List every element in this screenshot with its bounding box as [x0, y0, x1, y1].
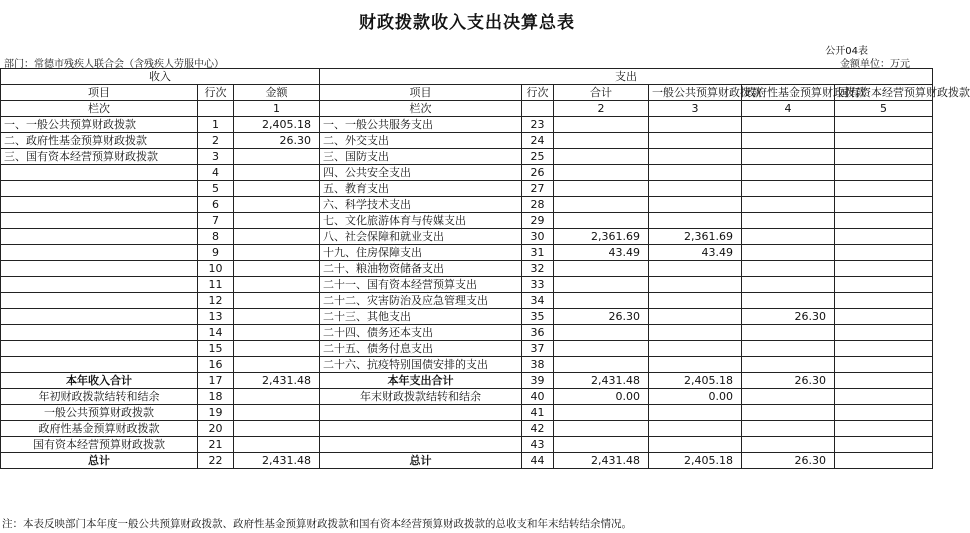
income-total-amount: 2,431.48 [234, 373, 320, 389]
general-budget-amount [649, 133, 742, 149]
column-index-blank [198, 101, 234, 117]
fund-budget-amount [742, 357, 835, 373]
carryover-expense-line-no: 43 [522, 437, 554, 453]
income-item: 二、政府性基金预算财政拨款 [1, 133, 198, 149]
income-line-no: 1 [198, 117, 234, 133]
total-amount [554, 341, 649, 357]
table-row [1, 197, 933, 213]
column-index-4: 4 [742, 101, 835, 117]
total-amount [554, 181, 649, 197]
carryover-total [554, 405, 649, 421]
fund-budget-amount [742, 261, 835, 277]
income-item [1, 309, 198, 325]
fund-budget-amount [742, 213, 835, 229]
expense-item: 二十四、债务还本支出 [320, 325, 522, 341]
department-label: 部门：常德市残疾人联合会（含残疾人劳服中心） [4, 59, 224, 70]
total-amount [554, 197, 649, 213]
general-budget-amount [649, 277, 742, 293]
table-row [1, 245, 933, 261]
table-row [1, 325, 933, 341]
carryover-income-amount [234, 405, 320, 421]
carryover-income-item: 国有资本经营预算财政拨款 [1, 437, 198, 453]
table-row [1, 421, 933, 437]
income-line-no: 2 [198, 133, 234, 149]
expense-line-no: 36 [522, 325, 554, 341]
report-title: 财政拨款收入支出决算总表 [359, 13, 575, 33]
carryover-expense-line-no: 41 [522, 405, 554, 421]
grand-total-fund: 26.30 [742, 453, 835, 469]
income-line-no: 4 [198, 165, 234, 181]
expense-line-no: 28 [522, 197, 554, 213]
carryover-general: 0.00 [649, 389, 742, 405]
income-line-no: 14 [198, 325, 234, 341]
expense-line-no: 23 [522, 117, 554, 133]
expense-line-no: 37 [522, 341, 554, 357]
income-line-no: 7 [198, 213, 234, 229]
general-budget-amount [649, 181, 742, 197]
capital-budget-amount [835, 229, 933, 245]
income-item [1, 181, 198, 197]
grand-total-income-label: 总计 [1, 453, 198, 469]
general-budget-amount: 2,361.69 [649, 229, 742, 245]
column-index-label-2: 栏次 [320, 101, 522, 117]
capital-budget-amount [835, 197, 933, 213]
carryover-total [554, 437, 649, 453]
carryover-expense-item [320, 437, 522, 453]
expense-item: 二十三、其他支出 [320, 309, 522, 325]
carryover-expense-item: 年末财政拨款结转和结余 [320, 389, 522, 405]
income-item: 一、一般公共预算财政拨款 [1, 117, 198, 133]
fund-budget-amount [742, 245, 835, 261]
income-line-no: 16 [198, 357, 234, 373]
fund-budget-amount [742, 181, 835, 197]
expense-line-no: 31 [522, 245, 554, 261]
grand-total-income-amount: 2,431.48 [234, 453, 320, 469]
column-index-1: 1 [234, 101, 320, 117]
income-item [1, 341, 198, 357]
fund-budget-amount [742, 277, 835, 293]
capital-budget-amount [835, 133, 933, 149]
column-index-blank [522, 101, 554, 117]
fund-budget-amount [742, 149, 835, 165]
expense-item: 十九、住房保障支出 [320, 245, 522, 261]
table-row [1, 405, 933, 421]
grand-total-income-line-no: 22 [198, 453, 234, 469]
income-item [1, 261, 198, 277]
income-line-no: 13 [198, 309, 234, 325]
budget-summary-table [0, 68, 970, 469]
income-line-no: 9 [198, 245, 234, 261]
capital-budget-amount [835, 181, 933, 197]
carryover-income-line-no: 20 [198, 421, 234, 437]
table-row [1, 389, 933, 405]
column-index-2: 2 [554, 101, 649, 117]
expense-line-no: 30 [522, 229, 554, 245]
expense-total-amount: 2,431.48 [554, 373, 649, 389]
carryover-capital [835, 389, 933, 405]
income-line-no: 6 [198, 197, 234, 213]
capital-budget-amount [835, 117, 933, 133]
general-budget-amount [649, 357, 742, 373]
income-item: 三、国有资本经营预算财政拨款 [1, 149, 198, 165]
income-amount [234, 197, 320, 213]
general-budget-header: 一般公共预算财政拨款 [649, 85, 742, 101]
income-amount [234, 149, 320, 165]
income-item [1, 357, 198, 373]
general-budget-amount: 43.49 [649, 245, 742, 261]
income-amount-header: 金额 [234, 85, 320, 101]
carryover-total [554, 421, 649, 437]
expense-line-no: 32 [522, 261, 554, 277]
carryover-total: 0.00 [554, 389, 649, 405]
income-item [1, 325, 198, 341]
total-amount [554, 325, 649, 341]
total-amount: 43.49 [554, 245, 649, 261]
table-row [1, 309, 933, 325]
expense-line-no: 38 [522, 357, 554, 373]
expense-total-label: 本年支出合计 [320, 373, 522, 389]
table-row [1, 261, 933, 277]
expense-item: 二十六、抗疫特别国债安排的支出 [320, 357, 522, 373]
expense-total-fund: 26.30 [742, 373, 835, 389]
total-amount [554, 165, 649, 181]
income-line-no: 10 [198, 261, 234, 277]
carryover-expense-item [320, 421, 522, 437]
table-row [1, 293, 933, 309]
fund-budget-amount [742, 293, 835, 309]
expense-item: 一、一般公共服务支出 [320, 117, 522, 133]
carryover-income-amount [234, 437, 320, 453]
table-row [1, 229, 933, 245]
capital-budget-amount [835, 261, 933, 277]
total-amount [554, 117, 649, 133]
general-budget-amount [649, 149, 742, 165]
income-line-no: 3 [198, 149, 234, 165]
fund-budget-amount: 26.30 [742, 309, 835, 325]
table-row [1, 373, 933, 389]
income-item [1, 229, 198, 245]
income-amount [234, 229, 320, 245]
expense-line-no: 29 [522, 213, 554, 229]
total-amount [554, 293, 649, 309]
income-amount [234, 309, 320, 325]
fund-budget-amount [742, 325, 835, 341]
column-index-3: 3 [649, 101, 742, 117]
expense-line-no: 24 [522, 133, 554, 149]
carryover-fund [742, 405, 835, 421]
expense-line-no: 27 [522, 181, 554, 197]
carryover-capital [835, 437, 933, 453]
capital-budget-amount [835, 357, 933, 373]
income-amount [234, 245, 320, 261]
capital-budget-amount [835, 165, 933, 181]
column-index-label: 栏次 [1, 101, 198, 117]
total-amount [554, 261, 649, 277]
expense-item: 二十一、国有资本经营预算支出 [320, 277, 522, 293]
fund-budget-amount [742, 197, 835, 213]
expense-item: 五、教育支出 [320, 181, 522, 197]
income-line-no: 12 [198, 293, 234, 309]
income-line-no: 5 [198, 181, 234, 197]
carryover-income-line-no: 21 [198, 437, 234, 453]
table-row [1, 277, 933, 293]
carryover-income-line-no: 18 [198, 389, 234, 405]
expense-item: 二十五、债务付息支出 [320, 341, 522, 357]
carryover-fund [742, 437, 835, 453]
fund-budget-amount [742, 341, 835, 357]
expense-item: 七、文化旅游体育与传媒支出 [320, 213, 522, 229]
income-item [1, 197, 198, 213]
expense-line-no-header: 行次 [522, 85, 554, 101]
carryover-general [649, 437, 742, 453]
expense-item: 四、公共安全支出 [320, 165, 522, 181]
income-amount [234, 213, 320, 229]
general-budget-amount [649, 261, 742, 277]
expense-line-no: 25 [522, 149, 554, 165]
income-amount [234, 165, 320, 181]
income-amount [234, 357, 320, 373]
expense-item: 三、国防支出 [320, 149, 522, 165]
unit-label: 金额单位：万元 [840, 59, 910, 70]
table-row [1, 149, 933, 165]
total-amount: 2,361.69 [554, 229, 649, 245]
carryover-expense-line-no: 40 [522, 389, 554, 405]
fund-budget-header: 政府性基金预算财政拨款 [742, 85, 835, 101]
carryover-general [649, 421, 742, 437]
income-amount [234, 341, 320, 357]
carryover-fund [742, 421, 835, 437]
capital-budget-header: 国有资本经营预算财政拨款 [835, 85, 933, 101]
expense-line-no: 26 [522, 165, 554, 181]
capital-budget-amount [835, 341, 933, 357]
table-row [1, 341, 933, 357]
expense-item-header: 项目 [320, 85, 522, 101]
carryover-expense-item [320, 405, 522, 421]
table-row [1, 165, 933, 181]
income-amount [234, 181, 320, 197]
income-item [1, 293, 198, 309]
table-row [1, 133, 933, 149]
total-header: 合计 [554, 85, 649, 101]
grand-total-expense-label: 总计 [320, 453, 522, 469]
capital-budget-amount [835, 309, 933, 325]
general-budget-amount [649, 165, 742, 181]
carryover-income-line-no: 19 [198, 405, 234, 421]
grand-total-capital [835, 453, 933, 469]
column-index-5: 5 [835, 101, 933, 117]
income-amount: 26.30 [234, 133, 320, 149]
table-row [1, 213, 933, 229]
carryover-fund [742, 389, 835, 405]
income-item-header: 项目 [1, 85, 198, 101]
income-line-no: 8 [198, 229, 234, 245]
income-amount: 2,405.18 [234, 117, 320, 133]
footnote: 注：本表反映部门本年度一般公共预算财政拨款、政府性基金预算财政拨款和国有资本经营预算财政拨款的总收支和年末结转结余情况。 [2, 518, 632, 530]
fund-budget-amount [742, 133, 835, 149]
carryover-capital [835, 405, 933, 421]
expense-item: 八、社会保障和就业支出 [320, 229, 522, 245]
total-amount [554, 149, 649, 165]
expense-total-line-no: 39 [522, 373, 554, 389]
carryover-income-amount [234, 389, 320, 405]
general-budget-amount [649, 117, 742, 133]
capital-budget-amount [835, 213, 933, 229]
fund-budget-amount [742, 165, 835, 181]
general-budget-amount [649, 341, 742, 357]
capital-budget-amount [835, 245, 933, 261]
income-item [1, 277, 198, 293]
total-amount: 26.30 [554, 309, 649, 325]
expense-item: 二十、粮油物资储备支出 [320, 261, 522, 277]
income-line-no-header: 行次 [198, 85, 234, 101]
expense-total-general: 2,405.18 [649, 373, 742, 389]
general-budget-amount [649, 293, 742, 309]
income-amount [234, 293, 320, 309]
capital-budget-amount [835, 149, 933, 165]
total-amount [554, 277, 649, 293]
carryover-expense-line-no: 42 [522, 421, 554, 437]
fund-budget-amount [742, 117, 835, 133]
income-item [1, 213, 198, 229]
carryover-income-amount [234, 421, 320, 437]
grand-total-general: 2,405.18 [649, 453, 742, 469]
fund-budget-amount [742, 229, 835, 245]
form-code: 公开04表 [825, 46, 868, 57]
carryover-capital [835, 421, 933, 437]
general-budget-amount [649, 213, 742, 229]
expense-line-no: 35 [522, 309, 554, 325]
grand-total-amount: 2,431.48 [554, 453, 649, 469]
general-budget-amount [649, 325, 742, 341]
income-item [1, 245, 198, 261]
table-row [1, 437, 933, 453]
table-row [1, 357, 933, 373]
carryover-income-item: 一般公共预算财政拨款 [1, 405, 198, 421]
expense-line-no: 33 [522, 277, 554, 293]
general-budget-amount [649, 197, 742, 213]
expense-item: 六、科学技术支出 [320, 197, 522, 213]
expense-item: 二十二、灾害防治及应急管理支出 [320, 293, 522, 309]
total-amount [554, 133, 649, 149]
total-amount [554, 357, 649, 373]
grand-total-expense-line-no: 44 [522, 453, 554, 469]
carryover-income-item: 年初财政拨款结转和结余 [1, 389, 198, 405]
table-row [1, 181, 933, 197]
income-total-label: 本年收入合计 [1, 373, 198, 389]
table-row [1, 117, 933, 133]
expense-total-capital [835, 373, 933, 389]
general-budget-amount [649, 309, 742, 325]
income-total-line-no: 17 [198, 373, 234, 389]
capital-budget-amount [835, 325, 933, 341]
total-amount [554, 213, 649, 229]
income-amount [234, 277, 320, 293]
capital-budget-amount [835, 277, 933, 293]
income-line-no: 15 [198, 341, 234, 357]
expense-section-header: 支出 [320, 69, 933, 85]
income-section-header: 收入 [1, 69, 320, 85]
income-amount [234, 325, 320, 341]
income-line-no: 11 [198, 277, 234, 293]
income-item [1, 165, 198, 181]
table-row [1, 453, 933, 469]
income-amount [234, 261, 320, 277]
capital-budget-amount [835, 293, 933, 309]
expense-item: 二、外交支出 [320, 133, 522, 149]
expense-line-no: 34 [522, 293, 554, 309]
carryover-general [649, 405, 742, 421]
carryover-income-item: 政府性基金预算财政拨款 [1, 421, 198, 437]
